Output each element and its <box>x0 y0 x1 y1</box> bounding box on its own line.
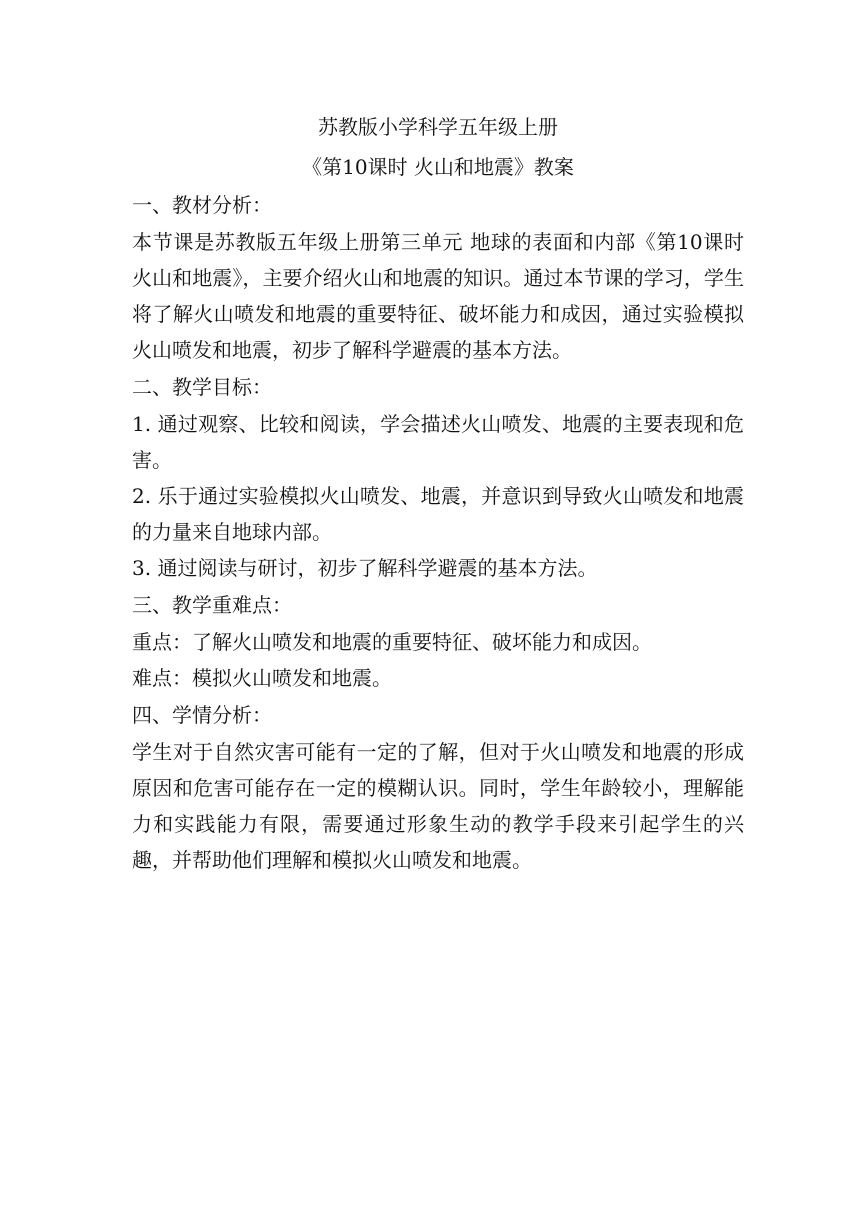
section-heading: 一、教材分析： <box>132 193 272 217</box>
goal-item-2: 2. 乐于通过实验模拟火山喷发、地震，并意识到导致火山喷发和地震的力量来自地球内部。 <box>132 484 744 544</box>
document-title-line2: 《第10课时 火山和地震》教案 <box>302 155 574 179</box>
goal-item-1: 1. 通过观察、比较和阅读，学会描述火山喷发、地震的主要表现和危害。 <box>132 412 744 472</box>
section-paragraph: 学生对于自然灾害可能有一定的了解，但对于火山喷发和地震的形成原因和危害可能存在一定的模糊认识。同时，学生年龄较小，理解能力和实践能力有限，需要通过形象生动的教学手段来引起学生的兴趣，并帮助他们理解和模拟火山喷发和地震。 <box>132 740 744 872</box>
section-heading: 二、教学目标： <box>132 375 272 399</box>
difficult-point: 难点：模拟火山喷发和地震。 <box>132 666 392 690</box>
section-student-analysis <box>132 696 744 878</box>
document-title-line1: 苏教版小学科学五年级上册 <box>318 115 558 139</box>
section-textbook-analysis <box>132 186 744 368</box>
key-point: 重点：了解火山喷发和地震的重要特征、破坏能力和成因。 <box>132 630 652 654</box>
section-paragraph: 本节课是苏教版五年级上册第三单元 地球的表面和内部《第10课时 火山和地震》，主要介绍火山和地震的知识。通过本节课的学习，学生将了解火山喷发和地震的重要特征、破坏能力和成因，通过实验模拟火山喷发和地震，初步了解科学避震的基本方法。 <box>132 230 744 362</box>
section-heading: 三、教学重难点： <box>132 593 292 617</box>
section-heading: 四、学情分析： <box>132 703 272 727</box>
section-teaching-goals <box>132 368 744 586</box>
goal-item-3: 3. 通过阅读与研讨，初步了解科学避震的基本方法。 <box>132 556 598 580</box>
document-content <box>132 108 744 878</box>
section-key-difficult-points <box>132 586 744 696</box>
